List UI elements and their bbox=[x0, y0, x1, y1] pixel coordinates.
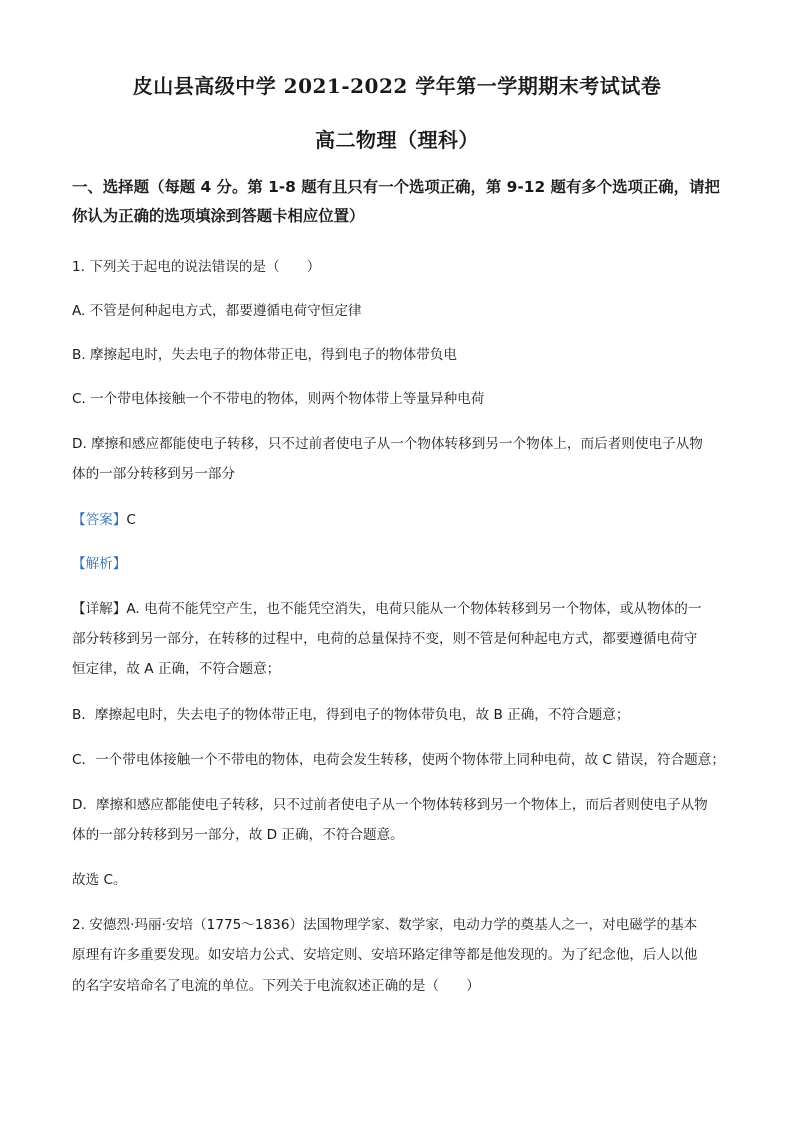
answer-tag: 【答案】 bbox=[72, 512, 127, 528]
question-2-line: 原理有许多重要发现。如安培力公式、安培定则、安培环路定律等都是他发现的。为了纪念他，后人以他 bbox=[72, 947, 698, 963]
exam-title: 皮山县高级中学 2021-2022 学年第一学期期末考试试卷 bbox=[132, 74, 662, 98]
answer-row bbox=[72, 508, 727, 528]
analysis-row bbox=[72, 552, 727, 572]
detail-line: C．一个带电体接触一个不带电的物体，电荷会发生转移，使两个物体带上同种电荷，故 C 错误，符合题意； bbox=[72, 752, 725, 768]
answer-value: C bbox=[126, 512, 136, 528]
exam-subtitle: 高二物理（理科） bbox=[315, 128, 479, 152]
detail-line: 体的一部分转移到另一部分，故 D 正确，不符合题意。 bbox=[72, 827, 404, 843]
detail-tag: 【详解】 bbox=[72, 601, 127, 617]
question-1-option-c: C. 一个带电体接触一个不带电的物体，则两个物体带上等量异种电荷 bbox=[72, 391, 485, 407]
detail-line: 恒定律，故 A 正确，不符合题意； bbox=[72, 661, 281, 677]
question-1-option-d-line2: 体的一部分转移到另一部分 bbox=[72, 466, 236, 482]
analysis-tag: 【解析】 bbox=[72, 556, 127, 572]
question-1-option-d-line1: D. 摩擦和感应都能使电子转移，只不过前者使电子从一个物体转移到另一个物体上，而后者则使电子从物 bbox=[72, 436, 703, 452]
question-1-stem: 1. 下列关于起电的说法错误的是（ ） bbox=[72, 259, 321, 275]
question-1-option-a: A. 不管是何种起电方式，都要遵循电荷守恒定律 bbox=[72, 303, 362, 319]
choice-conclusion: 故选 C。 bbox=[72, 872, 127, 888]
detail-line: 部分转移到另一部分，在转移的过程中，电荷的总量保持不变，则不管是何种起电方式，都要遵循电荷守 bbox=[72, 631, 698, 647]
question-2-line: 2. 安德烈·玛丽·安培（1775～1836）法国物理学家、数学家，电动力学的奠基人之一，对电磁学的基本 bbox=[72, 917, 698, 933]
question-1-option-b: B. 摩擦起电时，失去电子的物体带正电，得到电子的物体带负电 bbox=[72, 347, 457, 363]
detail-line bbox=[72, 597, 727, 617]
detail-text: A. 电荷不能凭空产生，也不能凭空消失，电荷只能从一个物体转移到另一个物体，或从物体的一 bbox=[126, 601, 702, 617]
detail-line: D．摩擦和感应都能使电子转移，只不过前者使电子从一个物体转移到另一个物体上，而后者则使电子从物 bbox=[72, 797, 708, 813]
detail-line: B．摩擦起电时，失去电子的物体带正电，得到电子的物体带负电，故 B 正确，不符合题意； bbox=[72, 707, 630, 723]
question-2-line: 的名字安培命名了电流的单位。下列关于电流叙述正确的是（ ） bbox=[72, 978, 480, 994]
section-heading: 一、选择题（每题 4 分。第 1-8 题有且只有一个选项正确，第 9-12 题有多个选项正确，请把你认为正确的选项填涂到答题卡相应位置） bbox=[72, 178, 720, 225]
